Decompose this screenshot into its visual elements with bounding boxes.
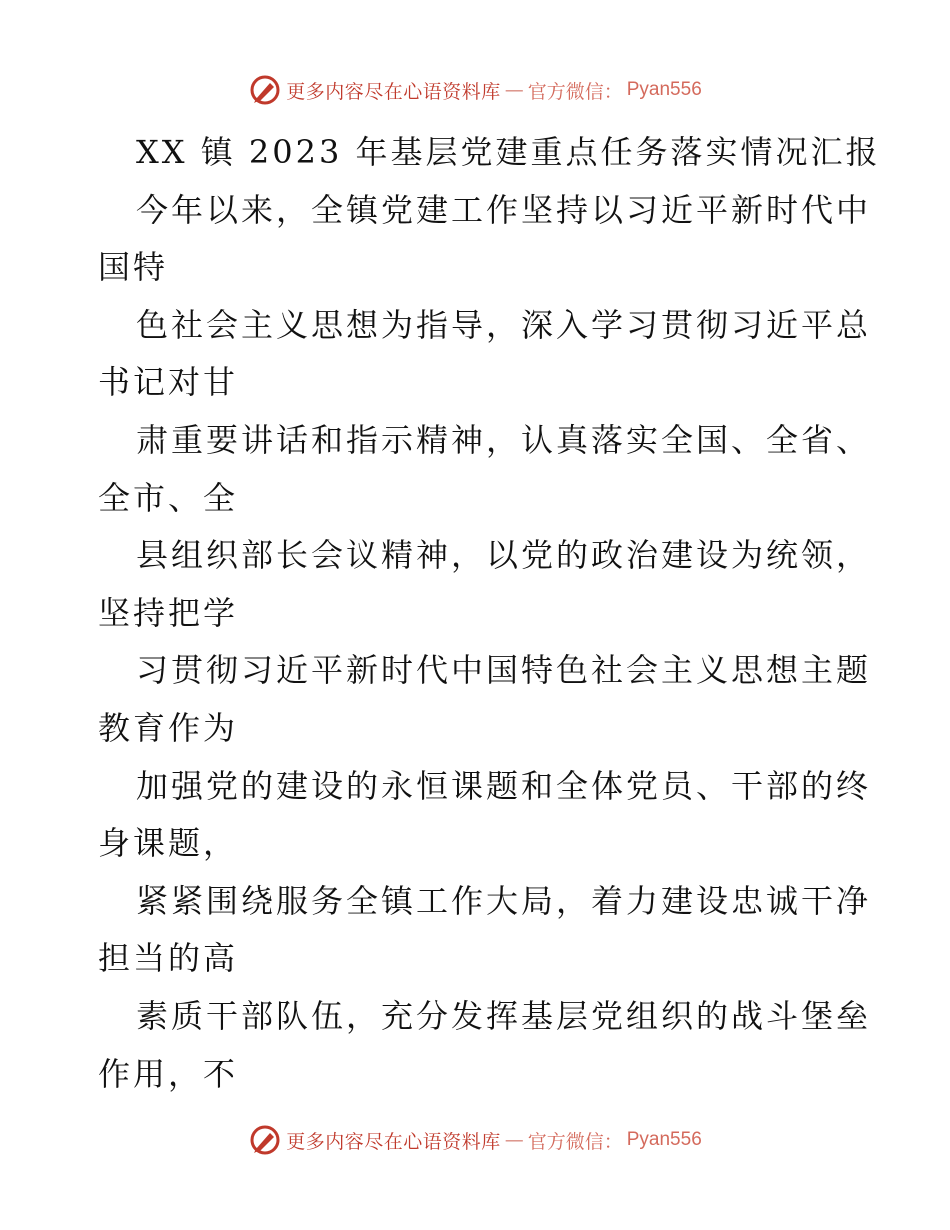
watermark-dash: —: [504, 1129, 524, 1151]
document-line: 加强党的建设的永恒课题和全体党员、干部的终: [136, 766, 872, 805]
watermark-main-text: 更多内容尽在心语资料库: [286, 80, 501, 103]
watermark-wechat-id: Pyan556: [626, 79, 702, 100]
document-line: 素质干部队伍，充分发挥基层党组织的战斗堡垒: [136, 996, 872, 1035]
watermark-sub-text: 官方微信：: [527, 1130, 623, 1153]
document-title: XX 镇 2023 年基层党建重点任务落实情况汇报: [136, 133, 881, 171]
pen-logo-icon: [248, 1123, 282, 1157]
document-line: 书记对甘: [98, 363, 239, 402]
watermark-dash: —: [504, 79, 524, 101]
document-line: 作用，不: [98, 1054, 239, 1093]
document-line: 国特: [98, 248, 169, 287]
document-line: 肃重要讲话和指示精神，认真落实全国、全省、: [136, 420, 872, 459]
watermark-sub-text: 官方微信：: [527, 80, 623, 103]
document-line: 紧紧围绕服务全镇工作大局，着力建设忠诚干净: [136, 881, 872, 920]
document-line: 今年以来，全镇党建工作坚持以习近平新时代中: [136, 190, 872, 229]
document-body: [98, 124, 881, 1103]
header-watermark: [0, 68, 950, 112]
watermark-main-text: 更多内容尽在心语资料库: [286, 1130, 501, 1153]
document-line: 县组织部长会议精神，以党的政治建设为统领，: [136, 536, 872, 575]
watermark-wechat-id: Pyan556: [626, 1129, 702, 1150]
document-line: 色社会主义思想为指导，深入学习贯彻习近平总: [136, 305, 872, 344]
document-line: 习贯彻习近平新时代中国特色社会主义思想主题: [136, 651, 872, 690]
pen-logo-icon: [248, 73, 282, 107]
document-line: 坚持把学: [98, 593, 239, 632]
document-line: 全市、全: [98, 478, 239, 517]
document-line: 身课题，: [98, 824, 239, 863]
document-line: 教育作为: [98, 708, 239, 747]
footer-watermark: [0, 1118, 950, 1162]
document-line: 担当的高: [98, 939, 239, 978]
